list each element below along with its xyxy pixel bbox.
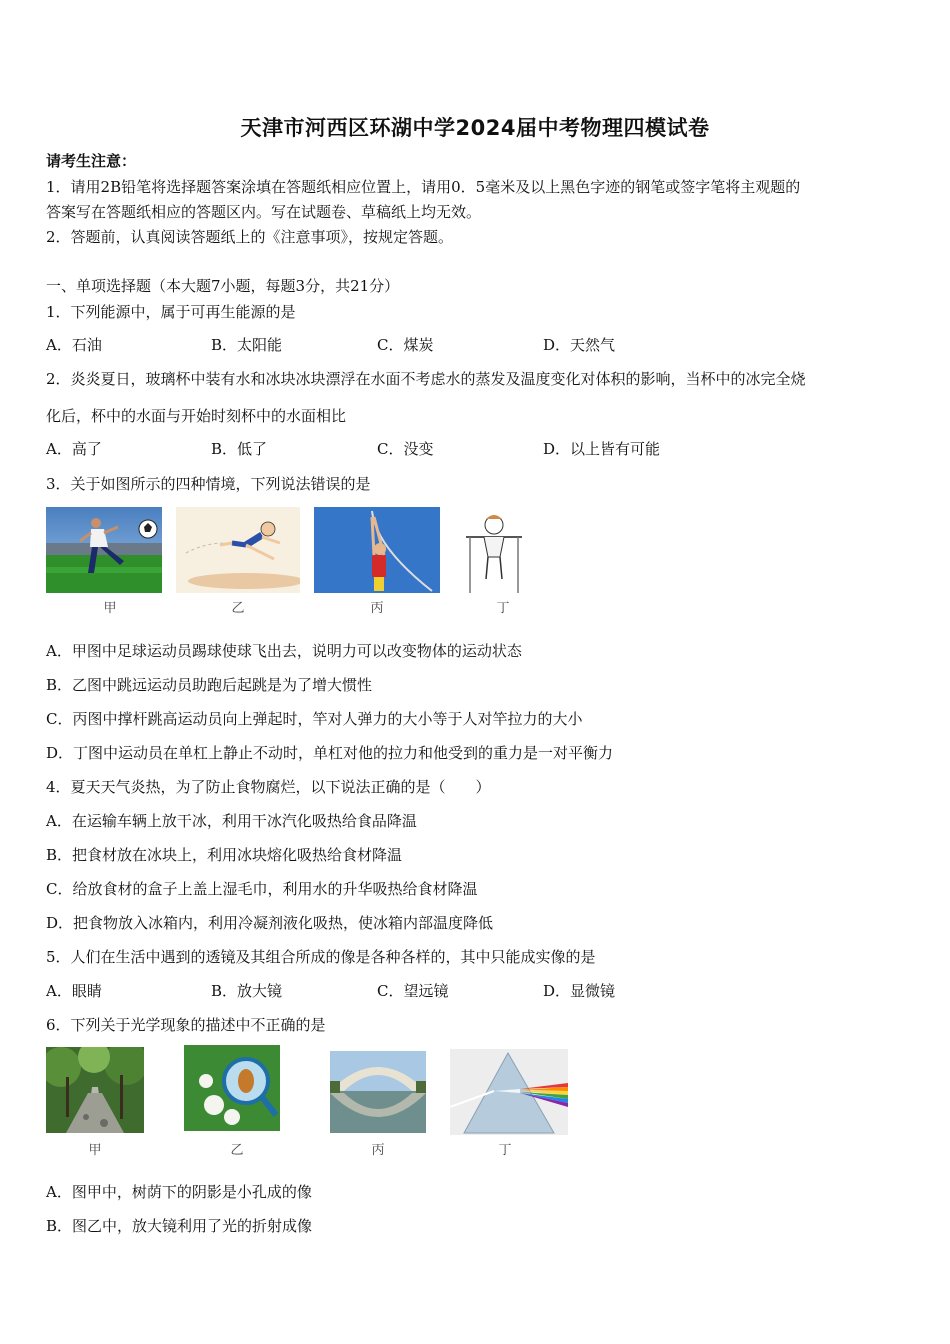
question-1-option-b: B．太阳能 <box>211 336 283 354</box>
soccer-player-image <box>46 507 162 593</box>
question-2-option-d: D．以上皆有可能 <box>543 440 661 458</box>
notice-item-1-line-1: 1．请用2B铅笔将选择题答案涂填在答题纸相应位置上，请用0．5毫米及以上黑色字迹的钢笔或签字笔将主观题的 <box>46 178 801 196</box>
notice-item-2: 2．答题前，认真阅读答题纸上的《注意事项》，按规定答题。 <box>46 228 454 246</box>
question-4-stem: 4．夏天天气炎热，为了防止食物腐烂，以下说法正确的是（ ） <box>46 778 491 796</box>
question-3-option-a: A．甲图中足球运动员踢球使球飞出去，说明力可以改变物体的运动状态 <box>46 642 522 660</box>
magnifier-image <box>184 1045 280 1131</box>
question-3-stem: 3．关于如图所示的四种情境，下列说法错误的是 <box>46 475 371 493</box>
question-3-option-b: B．乙图中跳远运动员助跑后起跳是为了增大惯性 <box>46 676 373 694</box>
pole-vault-image <box>314 507 440 593</box>
figure-caption-ding: 丁 <box>496 601 510 616</box>
question-1-option-d: D．天然气 <box>543 336 616 354</box>
notice-heading: 请考生注意： <box>46 152 137 170</box>
question-2-option-c: C．没变 <box>377 440 434 458</box>
question-5-option-c: C．望远镜 <box>377 982 449 1000</box>
question-5-option-a: A．眼睛 <box>46 982 102 1000</box>
notice-item-1-line-2: 答案写在答题纸相应的答题区内。写在试题卷、草稿纸上均无效。 <box>46 203 482 221</box>
question-4-option-b: B．把食材放在冰块上，利用冰块熔化吸热给食材降温 <box>46 846 403 864</box>
horizontal-bar-image <box>460 507 526 593</box>
arch-bridge-image <box>330 1051 426 1133</box>
question-3-option-d: D．丁图中运动员在单杠上静止不动时，单杠对他的拉力和他受到的重力是一对平衡力 <box>46 744 614 762</box>
question-1-stem: 1．下列能源中，属于可再生能源的是 <box>46 303 296 321</box>
question-2-option-b: B．低了 <box>211 440 268 458</box>
figure6-caption-bing: 丙 <box>371 1143 385 1158</box>
prism-dispersion-image <box>450 1049 568 1135</box>
figure6-caption-yi: 乙 <box>230 1143 244 1158</box>
question-2-stem-line-2: 化后，杯中的水面与开始时刻杯中的水面相比 <box>46 407 347 425</box>
page-title: 天津市河西区环湖中学2024届中考物理四模试卷 <box>240 116 710 140</box>
question-6-option-b: B．图乙中，放大镜利用了光的折射成像 <box>46 1217 313 1235</box>
question-3-option-c: C．丙图中撑杆跳高运动员向上弹起时，竿对人弹力的大小等于人对竿拉力的大小 <box>46 710 583 728</box>
tree-shade-image <box>46 1047 144 1133</box>
question-5-option-b: B．放大镜 <box>211 982 283 1000</box>
question-2-stem-line-1: 2．炎炎夏日，玻璃杯中装有水和冰块冰块漂浮在水面不考虑水的蒸发及温度变化对体积的影响，当杯中的冰完全烧 <box>46 370 806 388</box>
figure-caption-bing: 丙 <box>370 601 384 616</box>
figure6-caption-ding: 丁 <box>498 1143 512 1158</box>
question-1-option-a: A．石油 <box>46 336 102 354</box>
question-6-stem: 6．下列关于光学现象的描述中不正确的是 <box>46 1016 326 1034</box>
question-6-option-a: A．图甲中，树荫下的阴影是小孔成的像 <box>46 1183 312 1201</box>
question-2-option-a: A．高了 <box>46 440 102 458</box>
figure6-caption-jia: 甲 <box>88 1143 102 1158</box>
question-4-option-a: A．在运输车辆上放干冰，利用干冰汽化吸热给食品降温 <box>46 812 417 830</box>
long-jump-image <box>176 507 300 593</box>
question-5-stem: 5．人们在生活中遇到的透镜及其组合所成的像是各种各样的，其中只能成实像的是 <box>46 948 596 966</box>
question-5-option-d: D．显微镜 <box>543 982 616 1000</box>
section-heading: 一、单项选择题（本大题7小题，每题3分，共21分） <box>46 277 400 295</box>
figure-caption-jia: 甲 <box>103 601 117 616</box>
figure-caption-yi: 乙 <box>231 601 245 616</box>
question-1-option-c: C．煤炭 <box>377 336 434 354</box>
question-4-option-d: D．把食物放入冰箱内，利用冷凝剂液化吸热，使冰箱内部温度降低 <box>46 914 494 932</box>
question-4-option-c: C．给放食材的盒子上盖上湿毛巾，利用水的升华吸热给食材降温 <box>46 880 478 898</box>
